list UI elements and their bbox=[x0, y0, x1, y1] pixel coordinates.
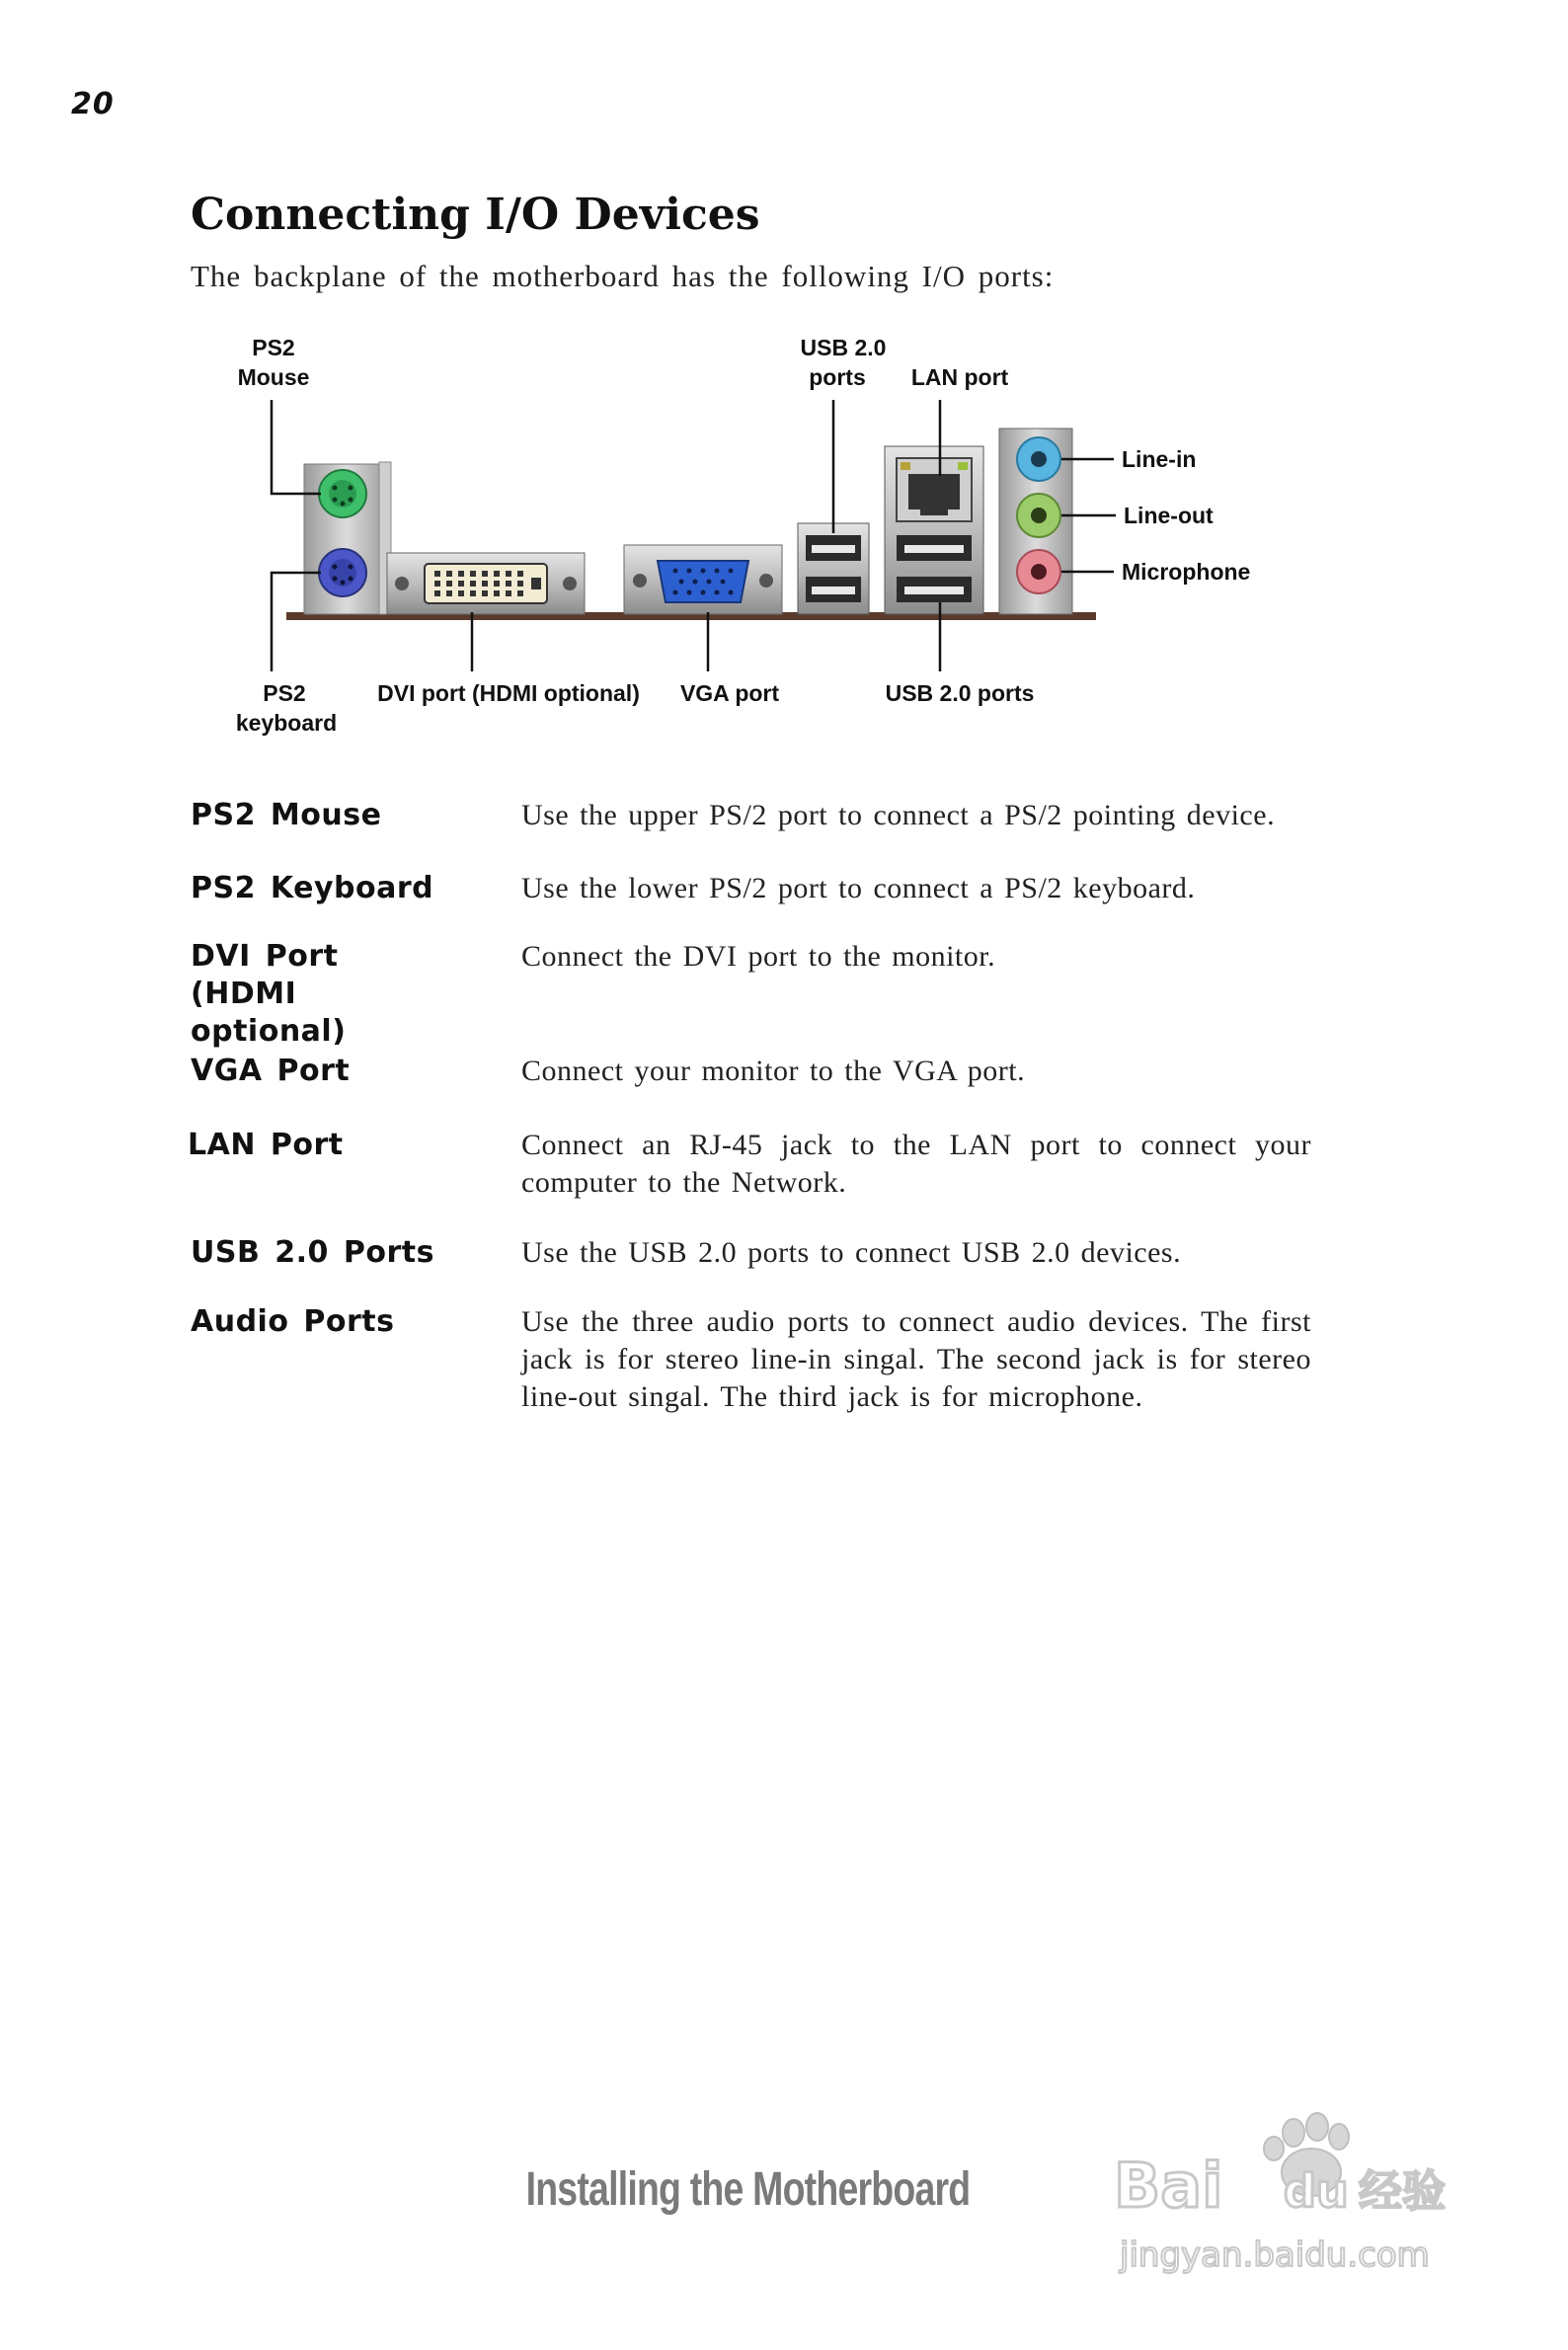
term-lan-port: LAN Port bbox=[188, 1128, 344, 1162]
desc-dvi-port: Connect the DVI port to the monitor. bbox=[521, 940, 996, 973]
label-lan-port: LAN port bbox=[910, 364, 1009, 390]
svg-text:Bai: Bai bbox=[1114, 2150, 1223, 2222]
label-usb-top-2: ports bbox=[809, 364, 866, 390]
ps2-ports bbox=[304, 462, 391, 614]
label-line-out: Line-out bbox=[1124, 503, 1214, 528]
leader-lines bbox=[272, 400, 1116, 671]
io-backplane-diagram bbox=[217, 326, 1303, 741]
label-usb-top-1: USB 2.0 bbox=[800, 335, 887, 360]
label-ps2-keyboard-1: PS2 bbox=[263, 680, 306, 706]
label-usb-bottom: USB 2.0 ports bbox=[885, 680, 1035, 706]
footer-section-title: Installing the Motherboard bbox=[525, 2163, 971, 2216]
desc-lan-port: Connect an RJ-45 jack to the LAN port to connect your computer to the Network. bbox=[521, 1129, 1311, 1199]
page-title: Connecting I/O Devices bbox=[191, 190, 760, 240]
desc-audio-ports: Use the three audio ports to connect audio devices. The first jack is for stereo line-in singal. The second jack is for stereo line-out singal. The third jack is for microphone. bbox=[521, 1305, 1311, 1413]
svg-text:jingyan.baidu.com: jingyan.baidu.com bbox=[1120, 2235, 1430, 2275]
lan-usb-stack bbox=[885, 446, 983, 614]
desc-usb-ports: Use the USB 2.0 ports to connect USB 2.0 devices. bbox=[521, 1236, 1182, 1269]
label-line-in: Line-in bbox=[1122, 446, 1197, 472]
svg-text:du: du bbox=[1284, 2164, 1349, 2218]
label-dvi-port: DVI port (HDMI optional) bbox=[377, 680, 640, 706]
desc-ps2-mouse: Use the upper PS/2 port to connect a PS/2 pointing device. bbox=[521, 799, 1276, 831]
baidu-watermark-logo bbox=[1106, 2103, 1481, 2281]
term-ps2-keyboard: PS2 Keyboard bbox=[191, 871, 434, 905]
term-audio-ports: Audio Ports bbox=[191, 1304, 395, 1339]
term-usb-ports: USB 2.0 Ports bbox=[191, 1235, 434, 1270]
label-vga-port: VGA port bbox=[679, 680, 780, 706]
usb-ports-stack-left bbox=[798, 523, 869, 614]
dvi-port bbox=[387, 553, 585, 614]
term-dvi-port: DVI Port (HDMI optional) bbox=[191, 939, 347, 1049]
term-ps2-mouse: PS2 Mouse bbox=[191, 798, 382, 832]
desc-vga-port: Connect your monitor to the VGA port. bbox=[521, 1055, 1026, 1087]
desc-ps2-keyboard: Use the lower PS/2 port to connect a PS/2 keyboard. bbox=[521, 872, 1196, 904]
label-ps2-mouse-2: Mouse bbox=[237, 364, 310, 390]
audio-ports bbox=[999, 429, 1072, 614]
label-ps2-keyboard-2: keyboard bbox=[235, 710, 338, 736]
page-number: 20 bbox=[71, 87, 115, 121]
svg-text:经验: 经验 bbox=[1359, 2166, 1446, 2217]
label-ps2-mouse-1: PS2 bbox=[252, 335, 295, 360]
vga-port bbox=[624, 545, 782, 614]
intro-text: The backplane of the motherboard has the following I/O ports: bbox=[191, 259, 1055, 293]
label-microphone: Microphone bbox=[1122, 559, 1251, 585]
term-vga-port: VGA Port bbox=[191, 1054, 351, 1088]
